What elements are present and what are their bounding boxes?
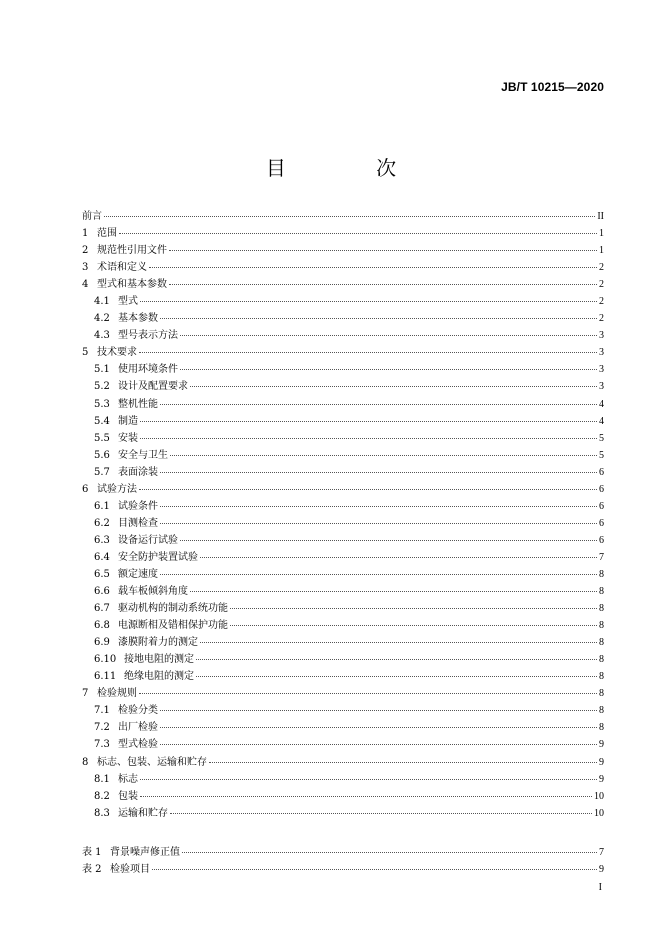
dot-leader xyxy=(140,779,597,780)
toc-entry[interactable] xyxy=(82,548,604,565)
toc-entry-number: 4.3 xyxy=(94,330,110,342)
toc-entry[interactable] xyxy=(82,684,604,701)
toc-entry-page: 10 xyxy=(594,807,604,819)
toc-entry-number: 5.5 xyxy=(94,432,110,444)
dot-leader xyxy=(149,267,597,268)
dot-leader xyxy=(160,727,597,728)
toc-entry-page: 8 xyxy=(599,620,604,632)
toc-entry-number: 8.1 xyxy=(94,773,110,785)
toc-entry-number: 6.3 xyxy=(94,534,110,546)
toc-entry[interactable] xyxy=(82,343,604,360)
toc-entry[interactable] xyxy=(82,207,604,224)
page-number: I xyxy=(598,882,602,893)
toc-gap xyxy=(82,821,604,843)
toc-entry-number: 6.1 xyxy=(94,500,110,512)
toc-entry-page: 6 xyxy=(599,466,604,478)
toc-entry-label: 型号表示方法 xyxy=(118,330,178,342)
toc-entry-number: 6.11 xyxy=(94,671,117,683)
toc-entry[interactable] xyxy=(82,718,604,735)
toc-entry-page: 7 xyxy=(599,846,604,858)
toc-entry[interactable] xyxy=(82,377,604,394)
toc-entry-number: 4 xyxy=(82,279,89,291)
dot-leader xyxy=(139,352,597,353)
dot-leader xyxy=(140,796,592,797)
dot-leader xyxy=(160,506,597,507)
dot-leader xyxy=(152,869,597,870)
toc-entry-number: 5.6 xyxy=(94,449,110,461)
toc-entry-number: 5.1 xyxy=(94,364,110,376)
toc-entry-number: 4.1 xyxy=(94,296,110,308)
toc-entry-label: 出厂检验 xyxy=(118,722,158,734)
toc-entry-page: 9 xyxy=(599,739,604,751)
toc-entry-page: 8 xyxy=(599,722,604,734)
toc-entry-number: 7.1 xyxy=(94,705,110,717)
dot-leader xyxy=(160,523,597,524)
toc-entry-label: 检验项目 xyxy=(110,863,150,875)
toc-entry-label: 技术要求 xyxy=(97,347,137,359)
toc-entry-label: 接地电阻的测定 xyxy=(124,654,194,666)
toc-entry[interactable] xyxy=(82,480,604,497)
toc-entry[interactable] xyxy=(82,463,604,480)
dot-leader xyxy=(139,693,597,694)
toc-entry-label: 型式检验 xyxy=(118,739,158,751)
toc-entry-label: 安全防护装置试验 xyxy=(118,551,198,563)
toc-entry-number: 6 xyxy=(82,483,89,495)
toc-entry-label: 型式 xyxy=(118,296,138,308)
toc-entry[interactable] xyxy=(82,701,604,718)
toc-entry-page: 3 xyxy=(599,347,604,359)
dot-leader xyxy=(139,489,597,490)
toc-entry[interactable] xyxy=(82,770,604,787)
toc-entry-number: 5.4 xyxy=(94,415,110,427)
toc-entry-page: 5 xyxy=(599,449,604,461)
toc-entry-number: 6.5 xyxy=(94,568,110,580)
toc-entry-page: 6 xyxy=(599,483,604,495)
dot-leader xyxy=(140,301,597,302)
dot-leader xyxy=(169,250,597,251)
dot-leader xyxy=(209,762,597,763)
toc-entry[interactable] xyxy=(82,326,604,343)
toc-entry-page: 4 xyxy=(599,415,604,427)
toc-entry[interactable] xyxy=(82,258,604,275)
dot-leader xyxy=(182,852,597,853)
dot-leader xyxy=(170,813,592,814)
toc-entry-number: 6.8 xyxy=(94,620,110,632)
toc-entry-label: 漆膜附着力的测定 xyxy=(118,637,198,649)
dot-leader xyxy=(190,591,597,592)
dot-leader xyxy=(140,438,597,439)
toc-entry[interactable] xyxy=(82,633,604,650)
toc-entry-page: 4 xyxy=(599,398,604,410)
toc-entry-page: 7 xyxy=(599,551,604,563)
toc-entry[interactable] xyxy=(82,804,604,821)
table-of-contents xyxy=(82,207,604,877)
dot-leader xyxy=(180,540,597,541)
toc-entry-page: 8 xyxy=(599,637,604,649)
toc-entry-page: 6 xyxy=(599,500,604,512)
toc-entry-label: 范围 xyxy=(97,228,117,240)
toc-entry[interactable] xyxy=(82,843,604,860)
page-title: 目 次 xyxy=(265,156,439,180)
toc-entry-label: 术语和定义 xyxy=(97,262,147,274)
dot-leader xyxy=(160,318,597,319)
toc-entry[interactable] xyxy=(82,565,604,582)
toc-entry[interactable] xyxy=(82,667,604,684)
toc-entry-page: 3 xyxy=(599,330,604,342)
toc-entry-page: 1 xyxy=(599,245,604,257)
toc-entry-label: 标志 xyxy=(118,773,138,785)
toc-entry[interactable] xyxy=(82,429,604,446)
toc-entry-page: 3 xyxy=(599,364,604,376)
toc-entry-number: 7.3 xyxy=(94,739,110,751)
dot-leader xyxy=(230,608,597,609)
toc-entry-page: 2 xyxy=(599,313,604,325)
toc-entry-label: 绝缘电阻的测定 xyxy=(124,671,194,683)
dot-leader xyxy=(169,284,597,285)
toc-entry[interactable] xyxy=(82,599,604,616)
toc-entry-label: 额定速度 xyxy=(118,568,158,580)
toc-entry-label: 检验分类 xyxy=(118,705,158,717)
toc-entry[interactable] xyxy=(82,582,604,599)
toc-entry-label: 背景噪声修正值 xyxy=(110,846,180,858)
toc-entry-label: 规范性引用文件 xyxy=(97,245,167,257)
dot-leader xyxy=(196,659,597,660)
toc-entry-page: 3 xyxy=(599,381,604,393)
toc-entry-page: 8 xyxy=(599,568,604,580)
toc-entry-number: 2 xyxy=(82,245,89,257)
toc-entry-page: 9 xyxy=(599,863,604,875)
toc-entry-number: 6.2 xyxy=(94,517,110,529)
toc-entry-label: 电源断相及错相保护功能 xyxy=(118,620,228,632)
dot-leader xyxy=(190,386,597,387)
toc-entry[interactable] xyxy=(82,309,604,326)
toc-entry[interactable] xyxy=(82,275,604,292)
toc-entry-label: 型式和基本参数 xyxy=(97,279,167,291)
toc-entry-page: 10 xyxy=(594,790,604,802)
toc-entry-page: 6 xyxy=(599,534,604,546)
toc-entry-number: 5.2 xyxy=(94,381,110,393)
toc-entry-label: 设备运行试验 xyxy=(118,534,178,546)
toc-entry-label: 试验条件 xyxy=(118,500,158,512)
toc-entry[interactable] xyxy=(82,616,604,633)
toc-entry-label: 前言 xyxy=(82,211,102,222)
toc-entry-number: 6.7 xyxy=(94,603,110,615)
toc-entry[interactable] xyxy=(82,531,604,548)
toc-entry-number: 3 xyxy=(82,262,89,274)
dot-leader xyxy=(160,404,597,405)
toc-entry-number: 7 xyxy=(82,688,89,700)
toc-entry-label: 安全与卫生 xyxy=(118,449,168,461)
toc-entry-label: 表面涂装 xyxy=(118,466,158,478)
dot-leader xyxy=(180,335,597,336)
dot-leader xyxy=(104,216,595,217)
dot-leader xyxy=(180,369,597,370)
standard-number: JB/T 10215—2020 xyxy=(501,80,604,94)
toc-entry-label: 制造 xyxy=(118,415,138,427)
dot-leader xyxy=(119,233,597,234)
toc-entry-page: 6 xyxy=(599,517,604,529)
toc-entry[interactable] xyxy=(82,497,604,514)
toc-entry[interactable] xyxy=(82,753,604,770)
toc-entry[interactable] xyxy=(82,735,604,752)
toc-entry-page: II xyxy=(597,211,604,222)
dot-leader xyxy=(170,455,597,456)
toc-entry[interactable] xyxy=(82,241,604,258)
toc-entry-page: 2 xyxy=(599,279,604,291)
dot-leader xyxy=(230,625,597,626)
toc-entry[interactable] xyxy=(82,224,604,241)
dot-leader xyxy=(160,574,597,575)
toc-entry-number: 8 xyxy=(82,756,89,768)
toc-entry-label: 整机性能 xyxy=(118,398,158,410)
toc-entry-number: 5.7 xyxy=(94,466,110,478)
toc-entry-label: 运输和贮存 xyxy=(118,807,168,819)
toc-entry-page: 2 xyxy=(599,262,604,274)
toc-entry[interactable] xyxy=(82,650,604,667)
toc-entry[interactable] xyxy=(82,787,604,804)
toc-entry-page: 8 xyxy=(599,705,604,717)
toc-entry-label: 基本参数 xyxy=(118,313,158,325)
toc-entry-number: 表 1 xyxy=(82,846,102,858)
toc-entry-number: 5.3 xyxy=(94,398,110,410)
toc-entry-number: 8.2 xyxy=(94,790,110,802)
toc-entry-number: 4.2 xyxy=(94,313,110,325)
dot-leader xyxy=(160,744,597,745)
toc-entry-page: 8 xyxy=(599,586,604,598)
toc-entry[interactable] xyxy=(82,395,604,412)
toc-entry-number: 7.2 xyxy=(94,722,110,734)
toc-entry-label: 试验方法 xyxy=(97,483,137,495)
toc-entry[interactable] xyxy=(82,360,604,377)
toc-entry-label: 标志、包装、运输和贮存 xyxy=(97,756,207,768)
toc-entry[interactable] xyxy=(82,412,604,429)
toc-entry-number: 6.9 xyxy=(94,637,110,649)
toc-entry-page: 8 xyxy=(599,671,604,683)
toc-entry-number: 1 xyxy=(82,228,89,240)
toc-entry-label: 目测检查 xyxy=(118,517,158,529)
toc-entry-label: 使用环境条件 xyxy=(118,364,178,376)
toc-entry-label: 载车板倾斜角度 xyxy=(118,586,188,598)
toc-entry[interactable] xyxy=(82,292,604,309)
toc-entry-page: 9 xyxy=(599,773,604,785)
toc-entry-number: 表 2 xyxy=(82,863,102,875)
toc-entry-page: 5 xyxy=(599,432,604,444)
toc-entry[interactable] xyxy=(82,860,604,877)
dot-leader xyxy=(200,642,597,643)
toc-entry[interactable] xyxy=(82,446,604,463)
toc-entry-label: 安装 xyxy=(118,432,138,444)
toc-entry-label: 驱动机构的制动系统功能 xyxy=(118,603,228,615)
dot-leader xyxy=(140,421,597,422)
toc-entry-number: 8.3 xyxy=(94,807,110,819)
dot-leader xyxy=(196,676,597,677)
toc-entry-page: 9 xyxy=(599,756,604,768)
toc-entry-page: 8 xyxy=(599,688,604,700)
toc-entry[interactable] xyxy=(82,514,604,531)
toc-entry-label: 检验规则 xyxy=(97,688,137,700)
toc-entry-page: 1 xyxy=(599,228,604,240)
dot-leader xyxy=(160,472,597,473)
toc-entry-number: 6.6 xyxy=(94,586,110,598)
toc-entry-page: 8 xyxy=(599,603,604,615)
toc-entry-label: 设计及配置要求 xyxy=(118,381,188,393)
dot-leader xyxy=(200,557,597,558)
dot-leader xyxy=(160,710,597,711)
toc-entry-number: 5 xyxy=(82,347,89,359)
toc-entry-label: 包装 xyxy=(118,790,138,802)
toc-entry-number: 6.10 xyxy=(94,654,117,666)
toc-entry-number: 6.4 xyxy=(94,551,110,563)
toc-entry-page: 8 xyxy=(599,654,604,666)
toc-entry-page: 2 xyxy=(599,296,604,308)
